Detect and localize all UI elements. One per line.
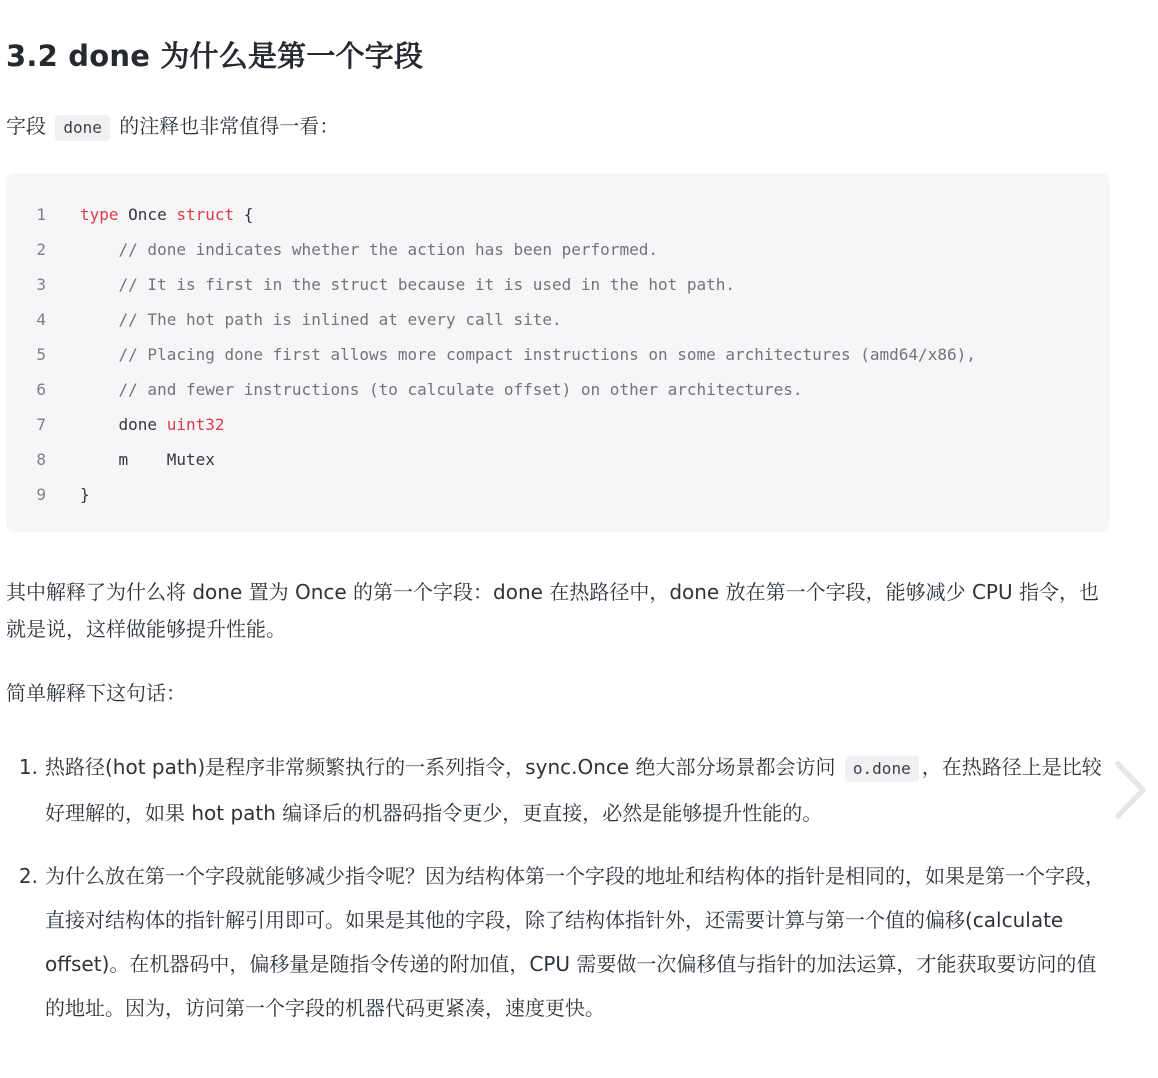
- code-lines: [6, 197, 1110, 512]
- intro-paragraph: [6, 108, 1112, 146]
- list-item-number: 1.: [18, 755, 38, 779]
- line-number: 3: [36, 275, 46, 294]
- token-keyword: type: [80, 205, 119, 224]
- code-text: [80, 232, 658, 267]
- list-item-text: [45, 854, 1112, 1030]
- code-line: [6, 232, 1110, 267]
- line-number: 8: [36, 450, 46, 469]
- line-number: 1: [36, 205, 46, 224]
- explanation-paragraph: 其中解释了为什么将 done 置为 Once 的第一个字段：done 在热路径中，done 放在第一个字段，能够减少 CPU 指令，也就是说，这样做能够提升性能。: [6, 580, 1099, 641]
- token-comment: // and fewer instructions (to calculate offset) on other architectures.: [80, 380, 803, 399]
- inline-code: o.done: [845, 756, 919, 782]
- text-run: 字段: [6, 114, 53, 138]
- code-text: [80, 407, 225, 442]
- token-keyword: struct: [176, 205, 235, 224]
- line-number: 4: [36, 310, 46, 329]
- code-line: [6, 337, 1110, 372]
- code-line: [6, 302, 1110, 337]
- text-run: 为什么放在第一个字段就能够减少指令呢？因为结构体第一个字段的地址和结构体的指针是相同的，如果是第一个字段，直接对结构体的指针解引用即可。如果是其他的字段，除了结构体指针外，还需要计算与第一个值的偏移(calculate offset)。在机器码中，偏移量是随指令传递的附加值，CPU 需要做一次偏移值与指针的加法运算，才能获取要访问的值的地址。因为，访问第一个字段的机器代码更紧凑，速度更快。: [45, 864, 1105, 1020]
- list-item: [6, 854, 1112, 1030]
- leadin-paragraph: 简单解释下这句话：: [6, 681, 186, 705]
- code-text: [80, 442, 215, 477]
- code-text: [80, 477, 90, 512]
- code-text: [80, 267, 735, 302]
- token-plain: done: [80, 415, 167, 434]
- line-number: 7: [36, 415, 46, 434]
- code-line: [6, 477, 1110, 512]
- next-page-button[interactable]: [1106, 755, 1154, 825]
- code-line: [6, 372, 1110, 407]
- text-run: 的注释也非常值得一看：: [112, 114, 340, 138]
- token-comment: // The hot path is inlined at every call site.: [80, 310, 562, 329]
- text-run: 热路径(hot path)是程序非常频繁执行的一系列指令，sync.Once 绝大部分场景都会访问: [45, 755, 842, 779]
- line-number: 6: [36, 380, 46, 399]
- line-number: 2: [36, 240, 46, 259]
- token-plain: {: [234, 205, 254, 224]
- list-item: [6, 745, 1112, 835]
- line-number: 5: [36, 345, 46, 364]
- code-text: [80, 302, 562, 337]
- code-block: [6, 173, 1110, 532]
- code-text: [80, 197, 253, 232]
- code-line: [6, 197, 1110, 232]
- token-plain: }: [80, 485, 90, 504]
- token-plain: Once: [118, 205, 177, 224]
- section-heading: 3.2 done 为什么是第一个字段: [6, 39, 424, 73]
- chevron-right-icon: [1112, 757, 1148, 823]
- explanation-list: [6, 745, 1112, 1030]
- token-comment: // It is first in the struct because it is used in the hot path.: [80, 275, 736, 294]
- code-line: [6, 407, 1110, 442]
- token-comment: // done indicates whether the action has been performed.: [80, 240, 658, 259]
- code-text: [80, 372, 802, 407]
- token-plain: m Mutex: [80, 450, 215, 469]
- code-line: [6, 442, 1110, 477]
- list-item-number: 2.: [18, 864, 38, 888]
- token-comment: // Placing done first allows more compact instructions on some architectures (amd64/x86),: [80, 345, 976, 364]
- code-line: [6, 267, 1110, 302]
- line-number: 9: [36, 485, 46, 504]
- text-run: ，在热路径上是比较好理解的，如果 hot path 编译后的机器码指令更少，更直接，必然是能够提升性能的。: [45, 755, 1102, 825]
- code-text: [80, 337, 976, 372]
- article-content: [0, 34, 1112, 1030]
- token-keyword: uint32: [166, 415, 225, 434]
- list-item-text: [45, 745, 1112, 835]
- inline-code: done: [55, 115, 110, 141]
